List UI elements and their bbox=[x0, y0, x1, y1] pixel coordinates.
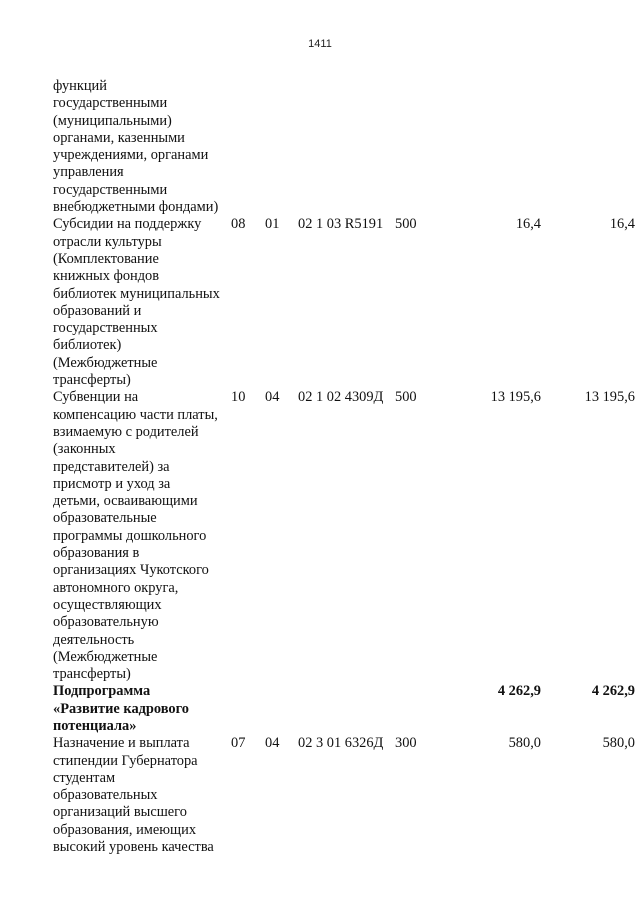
subsection-code bbox=[265, 683, 298, 735]
amount-1: 580,0 bbox=[508, 735, 541, 752]
amount-2: 16,4 bbox=[609, 216, 635, 233]
table-row bbox=[53, 389, 635, 683]
subsection-code: 04 bbox=[265, 389, 280, 406]
table-row bbox=[53, 735, 635, 856]
section-code bbox=[231, 78, 265, 216]
subsection-code: 04 bbox=[265, 735, 280, 752]
target-article bbox=[298, 683, 395, 735]
expense-type bbox=[395, 683, 445, 735]
target-article: 02 1 03 R5191 bbox=[298, 216, 384, 233]
amount-1: 16,4 bbox=[515, 216, 541, 233]
subsection-code: 01 bbox=[265, 216, 280, 233]
amount-1 bbox=[445, 78, 541, 216]
expense-type: 500 bbox=[395, 216, 417, 233]
amount-2 bbox=[541, 78, 635, 216]
target-article: 02 1 02 4309Д bbox=[298, 389, 384, 406]
amount-1: 13 195,6 bbox=[490, 389, 541, 406]
table-row-subprogram bbox=[53, 683, 635, 735]
expense-type: 500 bbox=[395, 389, 417, 406]
row-name: Назначение и выплата стипендии Губернатора студентам образовательных организаций высшего образования, имеющих высокий уровень качества bbox=[53, 735, 214, 856]
section-code: 07 bbox=[231, 735, 246, 752]
budget-table bbox=[53, 78, 635, 856]
target-article: 02 3 01 6326Д bbox=[298, 735, 384, 752]
table-row bbox=[53, 216, 635, 389]
section-code: 10 bbox=[231, 389, 246, 406]
row-name: Субвенции на компенсацию части платы, взимаемую с родителей (законных представителей) за присмотр и уход за детьми, осваивающими образовательные программы дошкольного образования в организациях Чукотского автономного округа, осуществляющих образовательную деятельность (Межбюджетные трансферты) bbox=[53, 389, 218, 683]
row-name: Субсидии на поддержку отрасли культуры (Комплектование книжных фондов библиотек муниципальных образований и государственных библиотек) (Межбюджетные трансферты) bbox=[53, 216, 220, 389]
row-name: Подпрограмма «Развитие кадрового потенциала» bbox=[53, 683, 190, 734]
expense-type: 300 bbox=[395, 735, 417, 752]
amount-2: 13 195,6 bbox=[584, 389, 635, 406]
amount-2: 580,0 bbox=[602, 735, 635, 752]
amount-1: 4 262,9 bbox=[497, 683, 541, 700]
page-number: 1411 bbox=[308, 38, 332, 50]
amount-2: 4 262,9 bbox=[591, 683, 635, 700]
section-code: 08 bbox=[231, 216, 246, 233]
expense-type bbox=[395, 78, 445, 216]
row-name: функций государственными (муниципальными) органами, казенными учреждениями, органами управления государственными внебюджетными фондами) bbox=[53, 78, 219, 216]
subsection-code bbox=[265, 78, 298, 216]
table-row bbox=[53, 78, 635, 216]
section-code bbox=[231, 683, 265, 735]
target-article bbox=[298, 78, 395, 216]
